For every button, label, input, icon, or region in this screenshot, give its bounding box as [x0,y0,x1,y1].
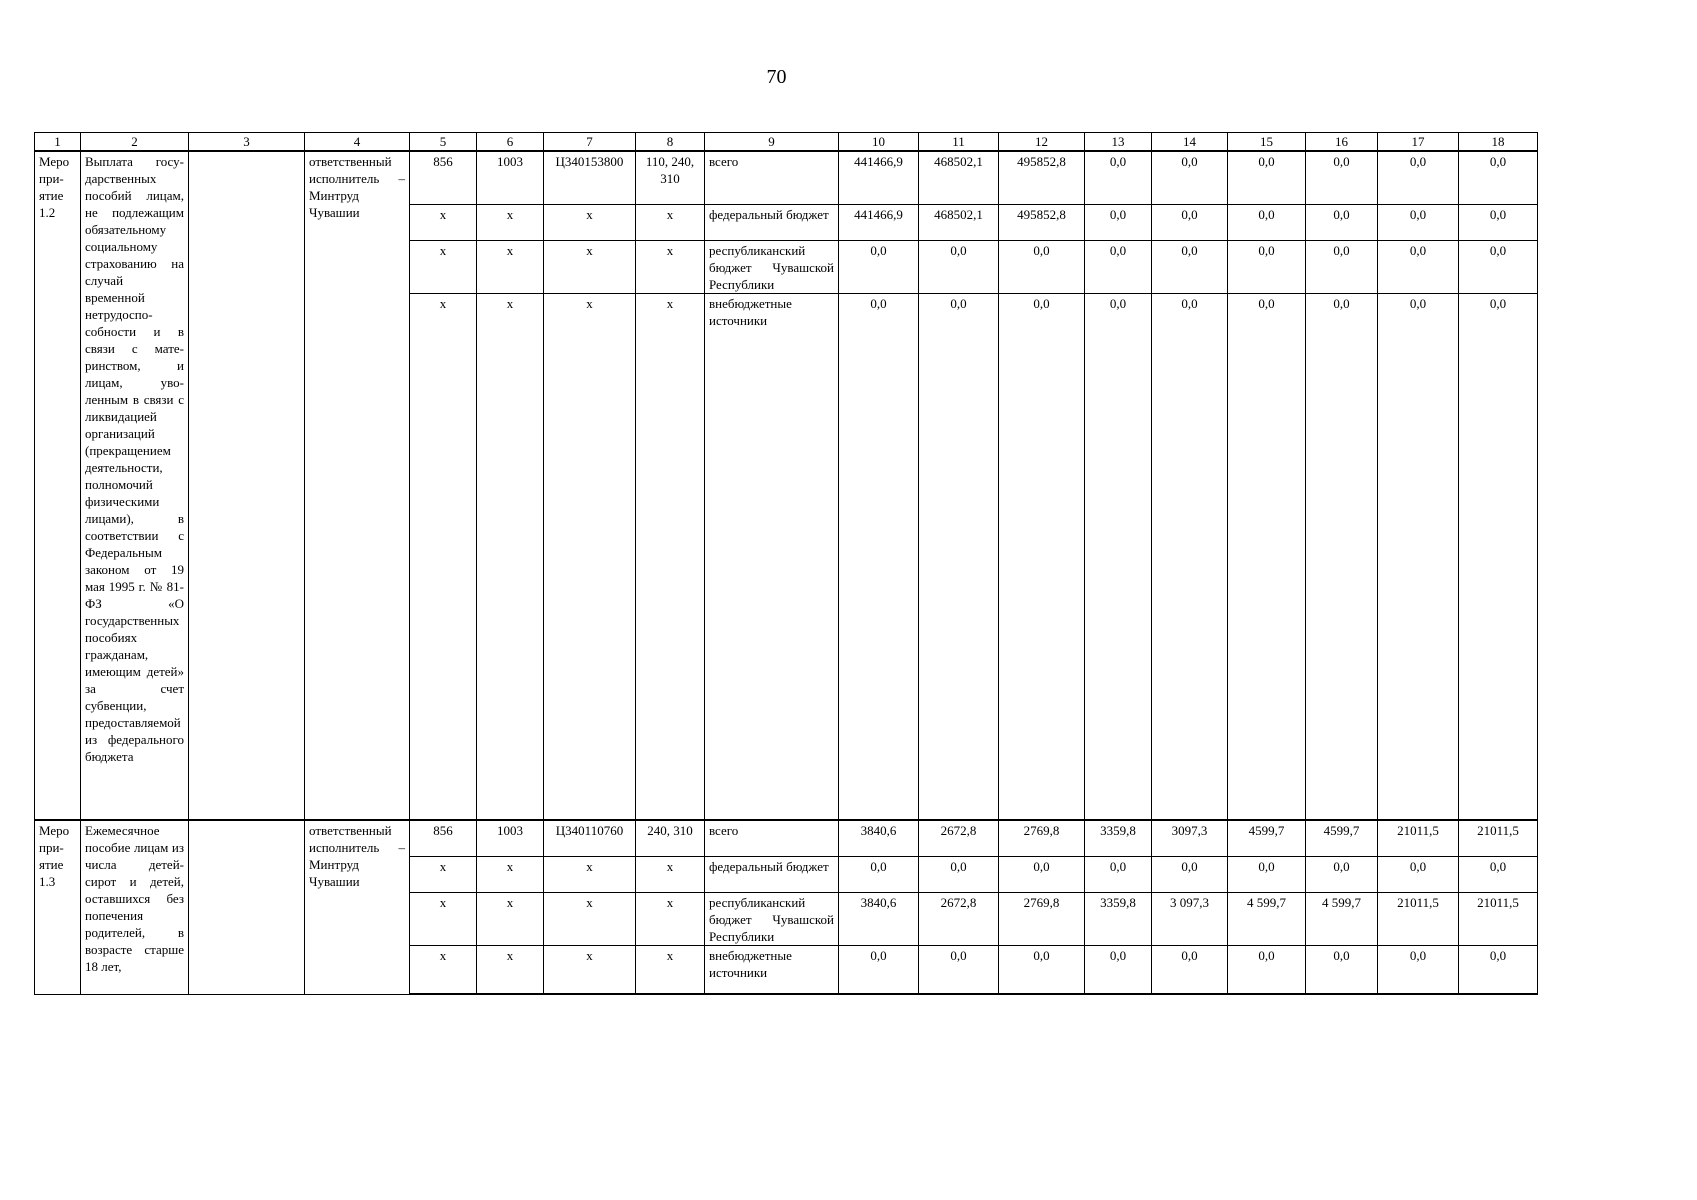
section-code: 1003 [477,820,544,856]
target-article-code: х [544,293,636,820]
amount-cell: 0,0 [1306,293,1378,820]
amount-cell: 0,0 [919,293,999,820]
expense-type-code: х [636,240,705,293]
amount-cell: 0,0 [919,240,999,293]
amount-cell: 0,0 [1378,945,1459,994]
amount-cell: 3097,3 [1152,820,1228,856]
grbs-code: х [410,293,477,820]
amount-cell: 0,0 [1085,945,1152,994]
section-code: х [477,856,544,892]
funding-source: всего [705,820,839,856]
amount-cell: 3359,8 [1085,892,1152,945]
amount-cell: 0,0 [1228,293,1306,820]
amount-cell: 495852,8 [999,151,1085,204]
table-body [35,133,1538,995]
amount-cell: 3 097,3 [1152,892,1228,945]
funding-source: внебюджетные источники [705,945,839,994]
amount-cell: 0,0 [1152,151,1228,204]
column-number: 17 [1378,133,1459,152]
amount-cell: 0,0 [839,293,919,820]
amount-cell: 2769,8 [999,820,1085,856]
grbs-code: х [410,240,477,293]
column-number: 18 [1459,133,1538,152]
grbs-code: х [410,892,477,945]
column-number: 1 [35,133,81,152]
target-article-code: х [544,204,636,240]
executor: ответственный исполнитель – Минтруд Чувашии [305,151,410,820]
amount-cell: 0,0 [1152,240,1228,293]
target-article-code: х [544,892,636,945]
section-code: 1003 [477,151,544,204]
section-code: х [477,945,544,994]
expense-type-code: х [636,293,705,820]
grbs-code: 856 [410,820,477,856]
measure-name-line: ятие [39,857,64,872]
page-number: 70 [766,66,787,88]
grbs-code: х [410,204,477,240]
measure-name-line: Меро [39,823,70,838]
amount-cell: 468502,1 [919,151,999,204]
amount-cell: 0,0 [1085,856,1152,892]
section-code: х [477,204,544,240]
amount-cell: 0,0 [1459,240,1538,293]
amount-cell: 21011,5 [1459,820,1538,856]
amount-cell: 468502,1 [919,204,999,240]
column-number: 13 [1085,133,1152,152]
measure-name [35,820,81,994]
amount-cell: 0,0 [1306,945,1378,994]
grbs-code: х [410,856,477,892]
amount-cell: 4599,7 [1306,820,1378,856]
amount-cell: 0,0 [1306,240,1378,293]
amount-cell: 0,0 [1459,204,1538,240]
amount-cell: 2672,8 [919,820,999,856]
funding-source: федеральный бюджет [705,204,839,240]
measure-name-line: при- [39,171,64,186]
column-number: 12 [999,133,1085,152]
column-3-cell [189,151,305,820]
amount-cell: 0,0 [1459,293,1538,820]
expense-type-code: х [636,204,705,240]
amount-cell: 0,0 [1085,204,1152,240]
target-article-code: х [544,240,636,293]
amount-cell: 4 599,7 [1228,892,1306,945]
amount-cell: 0,0 [1228,856,1306,892]
amount-cell: 495852,8 [999,204,1085,240]
amount-cell: 441466,9 [839,151,919,204]
amount-cell: 0,0 [839,945,919,994]
funding-source: республиканский бюджет Чувашской Республики [705,892,839,945]
amount-cell: 4 599,7 [1306,892,1378,945]
amount-cell: 0,0 [999,945,1085,994]
column-number: 4 [305,133,410,152]
executor: ответственный исполнитель – Минтруд Чувашии [305,820,410,994]
amount-cell: 21011,5 [1378,820,1459,856]
column-number: 9 [705,133,839,152]
target-article-code: х [544,945,636,994]
amount-cell: 0,0 [1152,204,1228,240]
amount-cell: 0,0 [1306,151,1378,204]
amount-cell: 0,0 [839,240,919,293]
funding-source: республиканский бюджет Чувашской Республики [705,240,839,293]
table-row [35,820,1538,856]
column-number: 2 [81,133,189,152]
amount-cell: 0,0 [1378,204,1459,240]
amount-cell: 0,0 [1306,856,1378,892]
measure-name [35,151,81,820]
amount-cell: 0,0 [919,856,999,892]
section-code: х [477,293,544,820]
column-number: 10 [839,133,919,152]
grbs-code: 856 [410,151,477,204]
amount-cell: 0,0 [1459,945,1538,994]
column-number: 15 [1228,133,1306,152]
budget-table [34,132,1538,995]
amount-cell: 3840,6 [839,820,919,856]
column-number: 16 [1306,133,1378,152]
grbs-code: х [410,945,477,994]
amount-cell: 0,0 [1228,204,1306,240]
expense-type-code: 110, 240, 310 [636,151,705,204]
amount-cell: 0,0 [1228,945,1306,994]
amount-cell: 0,0 [999,240,1085,293]
amount-cell: 0,0 [999,856,1085,892]
section-code: х [477,240,544,293]
column-number: 5 [410,133,477,152]
amount-cell: 2769,8 [999,892,1085,945]
measure-description: Ежемесячное пособие лицам из числа детей-сирот и детей, оставшихся без попечения родителей, в возрасте старше 18 лет, [81,820,189,994]
expense-type-code: х [636,945,705,994]
funding-source: федеральный бюджет [705,856,839,892]
measure-description: Выплата государственных пособий лицам, не подлежащим обязательному социальному страхованию на случай временной нетрудоспособности и в связи с материнством, и лицам, уволенным в связи с ликвидацией организаций (прекращением деятельности, полномочий физическими лицами), в соответствии с Федеральным законом от 19 мая 1995 г. № 81-ФЗ «О государственных пособиях гражданам, имеющим детей» за счет субвенции, предоставляемой из федерального бюджета [81,151,189,820]
target-article-code: х [544,856,636,892]
amount-cell: 3840,6 [839,892,919,945]
measure-name-line: при- [39,840,64,855]
amount-cell: 0,0 [999,293,1085,820]
amount-cell: 0,0 [1085,293,1152,820]
amount-cell: 441466,9 [839,204,919,240]
amount-cell: 0,0 [1306,204,1378,240]
section-code: х [477,892,544,945]
amount-cell: 0,0 [1459,151,1538,204]
column-3-cell [189,820,305,994]
funding-source: всего [705,151,839,204]
amount-cell: 21011,5 [1459,892,1538,945]
measure-name-line: 1.2 [39,205,56,220]
amount-cell: 0,0 [1378,151,1459,204]
column-number: 8 [636,133,705,152]
measure-name-line: Меро [39,154,70,169]
amount-cell: 0,0 [1085,151,1152,204]
measure-name-line: 1.3 [39,874,56,889]
expense-type-code: х [636,892,705,945]
amount-cell: 0,0 [1152,856,1228,892]
column-number: 3 [189,133,305,152]
amount-cell: 3359,8 [1085,820,1152,856]
column-number: 11 [919,133,999,152]
table-row [35,151,1538,204]
measure-name-line: ятие [39,188,64,203]
expense-type-code: 240, 310 [636,820,705,856]
amount-cell: 0,0 [1152,945,1228,994]
amount-cell: 0,0 [1378,240,1459,293]
amount-cell: 0,0 [1085,240,1152,293]
amount-cell: 0,0 [1378,856,1459,892]
target-article-code: Ц340110760 [544,820,636,856]
amount-cell: 0,0 [1459,856,1538,892]
amount-cell: 0,0 [1378,293,1459,820]
column-number: 6 [477,133,544,152]
target-article-code: Ц340153800 [544,151,636,204]
amount-cell: 4599,7 [1228,820,1306,856]
column-number: 7 [544,133,636,152]
column-number-row [35,133,1538,152]
amount-cell: 0,0 [1228,240,1306,293]
funding-source: внебюджетные источники [705,293,839,820]
amount-cell: 0,0 [1152,293,1228,820]
column-number: 14 [1152,133,1228,152]
amount-cell: 0,0 [1228,151,1306,204]
expense-type-code: х [636,856,705,892]
amount-cell: 2672,8 [919,892,999,945]
amount-cell: 21011,5 [1378,892,1459,945]
amount-cell: 0,0 [919,945,999,994]
amount-cell: 0,0 [839,856,919,892]
